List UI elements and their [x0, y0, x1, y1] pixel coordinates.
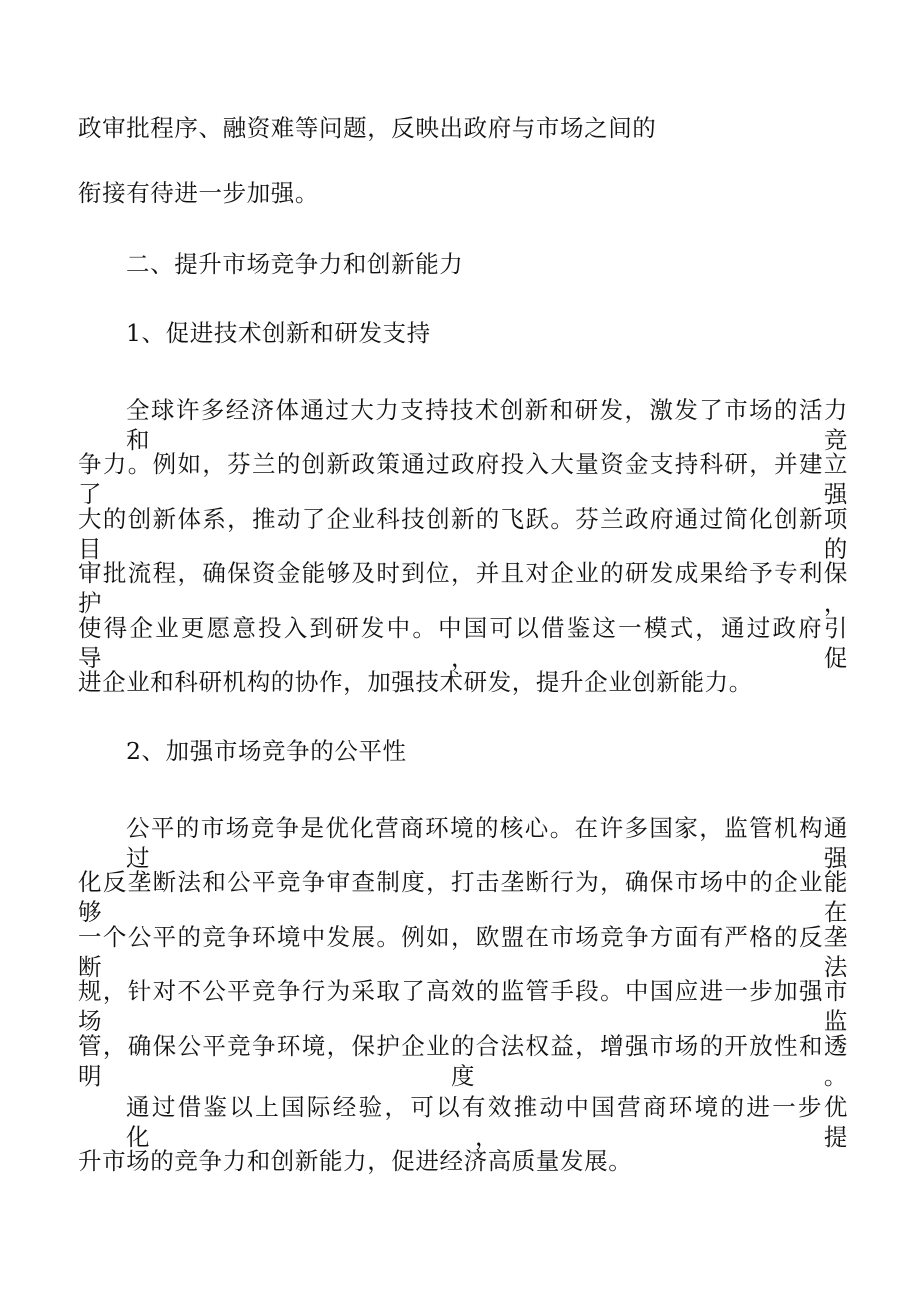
paragraph-line: 公平的市场竞争是优化营商环境的核心。在许多国家，监管机构通过强	[126, 814, 848, 872]
paragraph-line: 衔接有待进一步加强。	[78, 179, 319, 207]
paragraph-line: 管，确保公平竞争环境，保护企业的合法权益，增强市场的开放性和透明度。	[78, 1032, 848, 1090]
section-heading: 二、提升市场竞争力和创新能力	[126, 250, 464, 278]
paragraph-line: 审批流程，确保资金能够及时到位，并且对企业的研发成果给予专利保护，	[78, 559, 848, 617]
paragraph-line: 一个公平的竞争环境中发展。例如，欧盟在市场竞争方面有严格的反垄断法	[78, 923, 848, 981]
paragraph-line: 大的创新体系，推动了企业科技创新的飞跃。芬兰政府通过简化创新项目的	[78, 505, 848, 563]
paragraph-line: 使得企业更愿意投入到研发中。中国可以借鉴这一模式，通过政府引导，促	[78, 614, 848, 672]
paragraph-line: 进企业和科研机构的协作，加强技术研发，提升企业创新能力。	[78, 668, 753, 696]
subsection-heading: 1、促进技术创新和研发支持	[126, 319, 431, 347]
paragraph-line: 通过借鉴以上国际经验，可以有效推动中国营商环境的进一步优化，提	[126, 1093, 848, 1151]
paragraph-line: 争力。例如，芬兰的创新政策通过政府投入大量资金支持科研，并建立了强	[78, 450, 848, 508]
paragraph-line: 全球许多经济体通过大力支持技术创新和研发，激发了市场的活力和竞	[126, 396, 848, 454]
subsection-heading: 2、加强市场竞争的公平性	[126, 737, 407, 765]
paragraph-line: 升市场的竞争力和创新能力，促进经济高质量发展。	[78, 1147, 633, 1175]
paragraph-line: 化反垄断法和公平竞争审查制度，打击垄断行为，确保市场中的企业能够在	[78, 868, 848, 926]
paragraph-line: 政审批程序、融资难等问题，反映出政府与市场之间的	[78, 114, 657, 142]
paragraph-line: 规，针对不公平竞争行为采取了高效的监管手段。中国应进一步加强市场监	[78, 977, 848, 1035]
